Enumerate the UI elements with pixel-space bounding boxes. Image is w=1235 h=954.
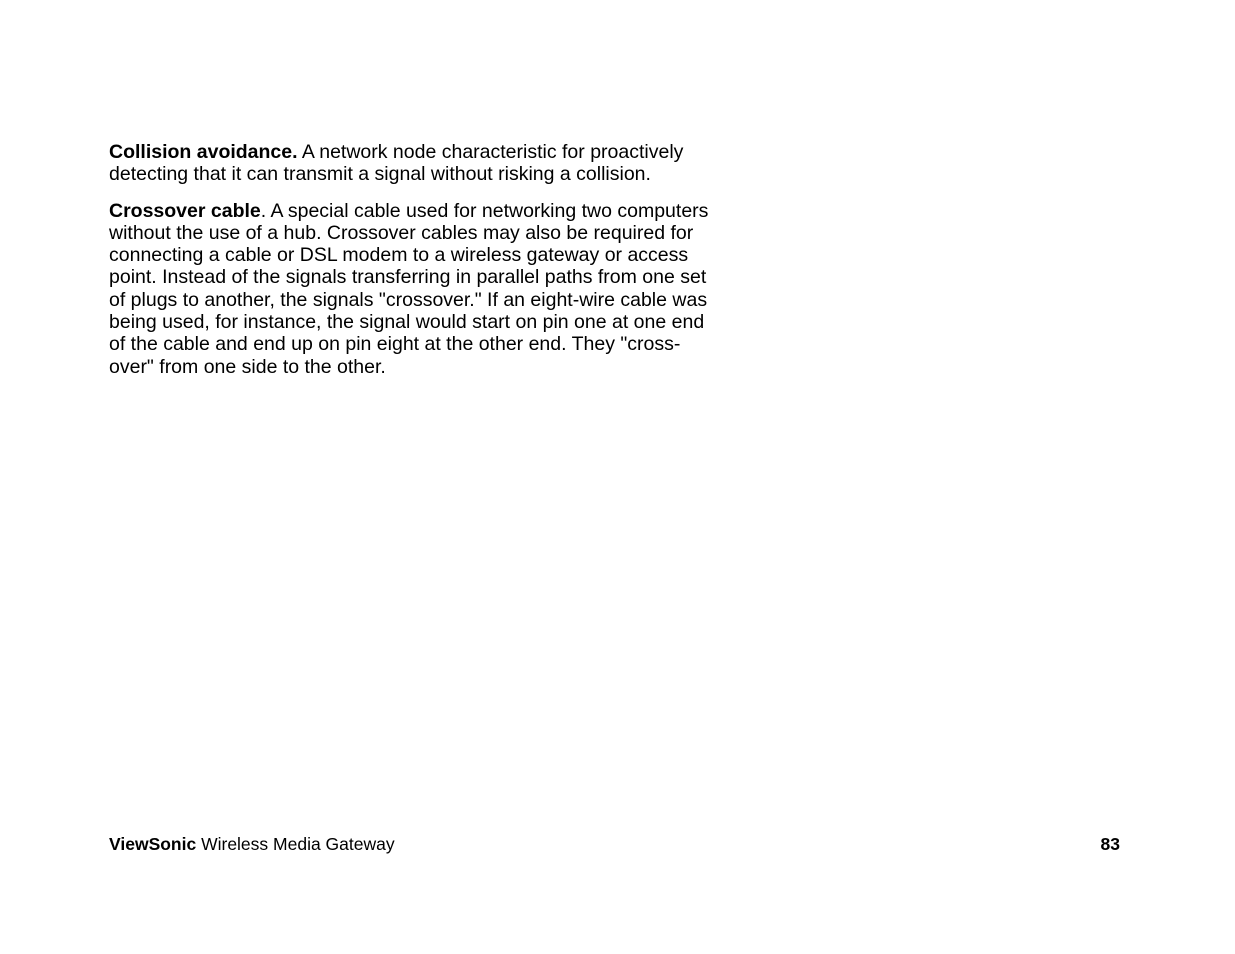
footer-brand: ViewSonic xyxy=(109,834,197,854)
glossary-term: Crossover cable xyxy=(109,199,261,222)
page-number: 83 xyxy=(1100,834,1120,854)
glossary-content xyxy=(109,141,709,392)
glossary-definition: A network node characteristic for proactively detecting that it can transmit a signal without risking a collision. xyxy=(109,141,684,186)
footer-title xyxy=(109,833,395,855)
glossary-definition: . A special cable used for networking two computers without the use of a hub. Crossover cables may also be required for connecting a cable or DSL modem to a wireless gateway or access point. Instead of the signals transferring in parallel paths from one set of plugs to another, the signals "crossover." If an eight-wire cable was being used, for instance, the signal would start on pin one at one end of the cable and end up on pin eight at the other end. They "cross-over" from one side to the other. xyxy=(109,199,709,378)
footer-product: Wireless Media Gateway xyxy=(196,834,395,854)
glossary-entry-crossover-cable xyxy=(109,200,709,378)
glossary-term: Collision avoidance. xyxy=(109,141,298,163)
page-footer xyxy=(109,833,1120,855)
glossary-entry-collision-avoidance xyxy=(109,141,709,186)
